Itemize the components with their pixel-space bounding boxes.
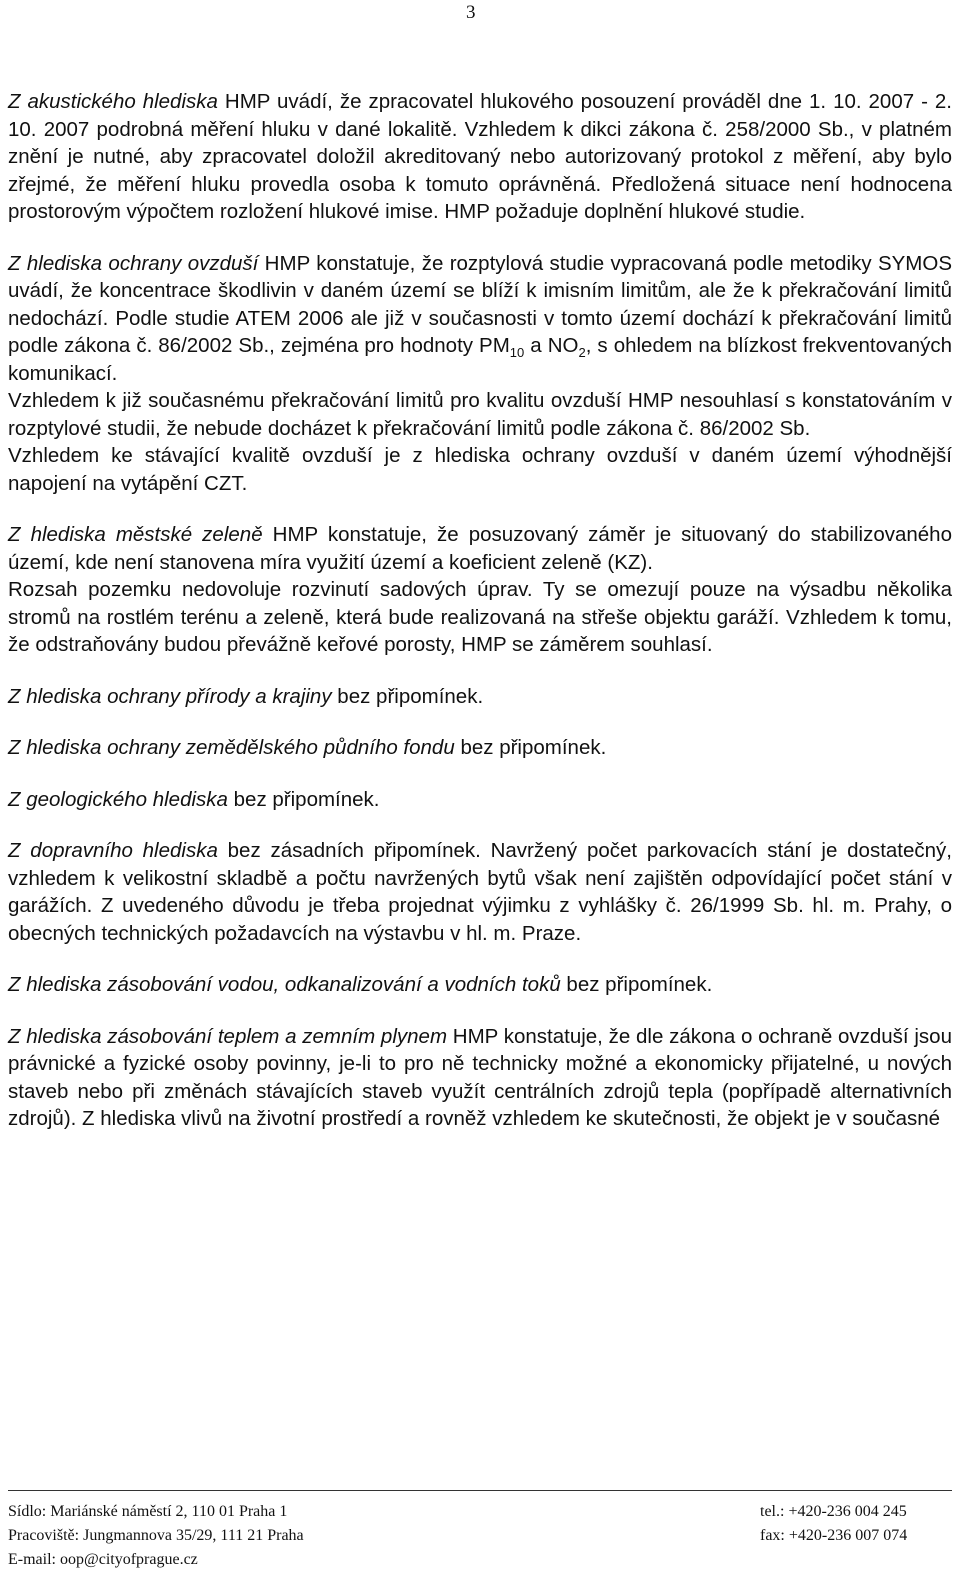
subscript: 10 bbox=[509, 345, 525, 361]
section-transport bbox=[8, 837, 952, 947]
section-text: HMP konstatuje, že rozptylová studie vypracovaná podle metodiky SYMOS uvádí, že koncentrace škodlivin v daném území se blíží k imisním limitům, ale že k překračování limitů nedochází. Podle studie ATEM 2006 ale již v současnosti v tomto území dochází k překračování limitů podle zákona č. 86/2002 Sb., zejména pro hodnoty PM bbox=[8, 251, 952, 357]
paragraph bbox=[8, 521, 952, 576]
section-text: HMP uvádí, že zpracovatel hlukového posouzení prováděl dne 1. 10. 2007 - 2. 10. 2007 podrobná měření hluku v dané lokalitě. Vzhledem k dikci zákona č. 258/2000 Sb., v platném znění je nutné, aby zpracovatel doložil akreditovaný nebo autorizovaný protokol z měření, aby bylo zřejmé, že měření hluku provedla osoba k tomuto oprávněná. Předložená situace není hodnocena prostorovým výpočtem rozložení hlukové imise. HMP požaduje doplnění hlukové studie. bbox=[8, 90, 952, 223]
section-heading: Z hlediska ochrany přírody a krajiny bbox=[8, 684, 332, 708]
paragraph: Rozsah pozemku nedovoluje rozvinutí sadových úprav. Ty se omezují pouze na výsadbu několika stromů na rostlém terénu a zeleně, která bude realizovaná na střeše objektu garáží. Vzhledem k tomu, že odstraňovány budou převážně keřové porosty, HMP se záměrem souhlasí. bbox=[8, 578, 952, 656]
section-text: bez připomínek. bbox=[227, 787, 380, 811]
section-water-supply bbox=[8, 971, 952, 999]
paragraph bbox=[8, 971, 952, 999]
footer-fax: fax: +420-236 007 074 bbox=[760, 1527, 908, 1544]
subscript: 2 bbox=[578, 345, 586, 361]
paragraph bbox=[8, 837, 952, 947]
section-text: , s ohledem na blízkost frekventovaných komunikací. bbox=[8, 334, 952, 385]
section-agricultural-land bbox=[8, 734, 952, 762]
section-urban-greenery bbox=[8, 521, 952, 659]
paragraph bbox=[8, 1023, 952, 1133]
paragraph bbox=[8, 786, 952, 814]
section-heading: Z geologického hlediska bbox=[8, 787, 228, 811]
section-text: bez zásadních připomínek. Navržený počet parkovacích stání je dostatečný, vzhledem k velikostní skladbě a počtu navržených bytů však není zajištěn odpovídající počet stání v garážích. Z uvedeného důvodu je třeba projednat výjimku z vyhlášky č. 26/1999 Sb. hl. m. Prahy, o obecných technických požadavcích na výstavbu v hl. m. Praze. bbox=[8, 839, 952, 945]
footer-workplace: Pracoviště: Jungmannova 35/29, 111 21 Praha bbox=[8, 1527, 304, 1544]
section-text: bez připomínek. bbox=[454, 736, 607, 759]
section-heading: Z hlediska ochrany zemědělského půdního fondu bbox=[8, 736, 455, 759]
paragraph: Vzhledem ke stávající kvalitě ovzduší je z hlediska ochrany ovzduší v daném území výhodnější napojení na vytápění CZT. bbox=[8, 444, 952, 495]
footer-phone: tel.: +420-236 004 245 bbox=[760, 1503, 907, 1520]
section-acoustics bbox=[8, 88, 952, 226]
section-heat-gas-supply bbox=[8, 1023, 952, 1133]
section-heading: Z akustického hlediska bbox=[8, 90, 218, 113]
section-text: bez připomínek. bbox=[560, 973, 713, 996]
paragraph: Vzhledem k již současnému překračování limitů pro kvalitu ovzduší HMP nesouhlasí s konstatováním v rozptylové studii, že nebude docházet k překračování limitů podle zákona č. 86/2002 Sb. bbox=[8, 389, 952, 440]
section-heading: Z hlediska ochrany ovzduší bbox=[8, 251, 259, 275]
section-text: a NO bbox=[524, 334, 579, 357]
section-heading: Z hlediska zásobování vodou, odkanalizování a vodních toků bbox=[8, 973, 561, 996]
document-body bbox=[8, 88, 952, 1139]
section-text: HMP konstatuje, že posuzovaný záměr je situovaný do stabilizovaného území, kde není stanovena míra využití území a koeficient zeleně (KZ). bbox=[8, 523, 952, 574]
paragraph bbox=[8, 734, 952, 762]
section-geology bbox=[8, 786, 952, 814]
footer-contact-right bbox=[760, 1500, 907, 1548]
section-heading: Z hlediska městské zeleně bbox=[8, 523, 263, 546]
footer-address: Sídlo: Mariánské náměstí 2, 110 01 Praha 1 bbox=[8, 1503, 288, 1520]
page-number: 3 bbox=[466, 2, 476, 23]
section-text: bez připomínek. bbox=[331, 684, 484, 708]
paragraph bbox=[8, 88, 952, 226]
section-heading: Z dopravního hlediska bbox=[8, 839, 218, 862]
section-heading: Z hlediska zásobování teplem a zemním plynem bbox=[8, 1024, 448, 1048]
paragraph bbox=[8, 250, 952, 388]
paragraph bbox=[8, 683, 952, 711]
footer-divider bbox=[8, 1490, 952, 1491]
section-air-protection bbox=[8, 250, 952, 498]
section-text: HMP konstatuje, že dle zákona o ochraně ovzduší jsou právnické a fyzické osoby povinny, je-li to pro ně technicky možné a ekonomicky přijatelné, u nových staveb nebo při změnách stávajících staveb využít centrálních zdrojů tepla (popřípadě alternativních zdrojů). Z hlediska vlivů na životní prostředí a rovněž vzhledem ke skutečnosti, že objekt je v současné bbox=[8, 1024, 952, 1130]
footer-email: E-mail: oop@cityofprague.cz bbox=[8, 1551, 198, 1568]
section-nature-protection bbox=[8, 683, 952, 711]
footer-contact-left bbox=[8, 1500, 304, 1572]
